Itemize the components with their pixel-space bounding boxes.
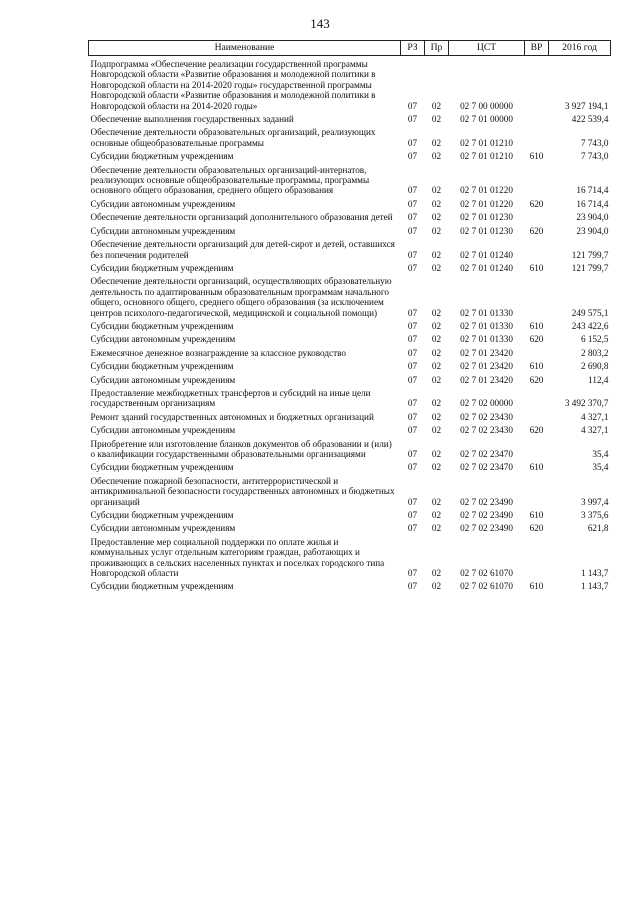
row-cst: 02 7 01 01230 [460,212,513,223]
row-vr [525,345,549,358]
row-rz: 07 [407,249,418,260]
row-rz: 07 [407,425,418,436]
row-cst: 02 7 01 01210 [460,151,513,162]
row-name: Субсидии бюджетным учреждениям [90,151,234,162]
row-rz: 07 [407,398,418,409]
row-pr: 02 [431,361,442,372]
row-vr: 620 [529,198,544,209]
table-row [89,422,611,435]
row-vr [525,436,549,460]
row-pr: 02 [431,249,442,260]
row-pr: 02 [431,411,442,422]
row-name: Приобретение или изготовление бланков документов об образовании и (или) о квалификации государственными образовательными организациями [90,438,392,459]
row-amount: 249 575,1 [571,307,609,318]
row-name: Субсидии автономным учреждениям [90,374,236,385]
table-row [89,372,611,385]
row-amount: 35,4 [592,462,609,473]
row-amount: 6 152,5 [580,334,609,345]
row-cst: 02 7 02 23430 [460,411,513,422]
row-rz: 07 [407,185,418,196]
row-vr: 620 [529,425,544,436]
row-name: Обеспечение деятельности организаций, осуществляющих образовательную деятельность по адаптированным образовательным программам начального общего, основного общего, среднего общего образования (за исключением центров психолого-педагогической, медицинской и социальной помощи) [90,276,392,318]
row-pr: 02 [431,114,442,125]
row-amount: 121 799,7 [571,249,609,260]
row-amount: 1 143,7 [580,568,609,579]
header-pr: Пр [425,41,449,56]
row-pr: 02 [431,212,442,223]
row-rz: 07 [407,568,418,579]
row-cst: 02 7 01 01330 [460,320,513,331]
row-vr: 620 [529,334,544,345]
table-row [89,578,611,591]
row-name: Субсидии бюджетным учреждениям [90,320,234,331]
table-row [89,436,611,460]
row-amount: 16 714,4 [576,198,609,209]
row-rz: 07 [407,581,418,592]
row-rz: 07 [407,137,418,148]
table-row [89,409,611,422]
table-row [89,385,611,409]
row-vr: 610 [529,510,544,521]
row-cst: 02 7 02 61070 [460,568,513,579]
row-pr: 02 [431,320,442,331]
row-vr [525,124,549,148]
row-vr: 620 [529,523,544,534]
table-row [89,534,611,579]
row-cst: 02 7 02 23430 [460,425,513,436]
row-name: Ремонт зданий государственных автономных и бюджетных организаций [90,411,374,422]
row-pr: 02 [431,185,442,196]
row-vr: 610 [529,462,544,473]
table-row [89,331,611,344]
table-row [89,459,611,472]
row-rz: 07 [407,320,418,331]
row-cst: 02 7 01 23420 [460,374,513,385]
row-rz: 07 [407,307,418,318]
row-pr: 02 [431,100,442,111]
row-vr: 610 [529,151,544,162]
row-pr: 02 [431,425,442,436]
row-rz: 07 [407,262,418,273]
row-name: Субсидии автономным учреждениям [90,425,236,436]
row-cst: 02 7 02 61070 [460,581,513,592]
row-pr: 02 [431,398,442,409]
row-vr [525,236,549,260]
row-rz: 07 [407,198,418,209]
row-vr [525,162,549,196]
row-cst: 02 7 01 01330 [460,334,513,345]
row-cst: 02 7 02 23490 [460,496,513,507]
table-row [89,111,611,124]
row-vr: 620 [529,374,544,385]
row-amount: 621,8 [587,523,609,534]
table-row [89,124,611,148]
row-vr: 610 [529,320,544,331]
row-rz: 07 [407,212,418,223]
table-row [89,56,611,112]
row-vr [525,273,549,318]
row-amount: 7 743,0 [580,137,609,148]
table-header-row [89,41,611,56]
row-cst: 02 7 01 01220 [460,185,513,196]
row-amount: 3 927 194,1 [564,100,609,111]
row-vr: 610 [529,361,544,372]
row-pr: 02 [431,334,442,345]
row-cst: 02 7 01 01330 [460,307,513,318]
row-amount: 2 690,8 [580,361,609,372]
row-name: Субсидии бюджетным учреждениям [90,581,234,592]
row-rz: 07 [407,510,418,521]
row-vr: 620 [529,225,544,236]
table-body [89,56,611,592]
row-amount: 3 492 370,7 [564,398,609,409]
table-row [89,162,611,196]
row-name: Субсидии бюджетным учреждениям [90,510,234,521]
table-row [89,196,611,209]
row-amount: 243 422,6 [571,320,609,331]
row-rz: 07 [407,100,418,111]
table-row [89,520,611,533]
header-year: 2016 год [549,41,611,56]
row-pr: 02 [431,137,442,148]
row-pr: 02 [431,510,442,521]
row-name: Субсидии автономным учреждениям [90,523,236,534]
row-name: Субсидии бюджетным учреждениям [90,462,234,473]
row-rz: 07 [407,374,418,385]
row-cst: 02 7 01 01210 [460,137,513,148]
row-vr [525,56,549,112]
row-amount: 4 327,1 [580,425,609,436]
row-cst: 02 7 02 23490 [460,523,513,534]
row-pr: 02 [431,523,442,534]
row-cst: 02 7 02 23470 [460,462,513,473]
row-amount: 3 997,4 [580,496,609,507]
row-vr [525,409,549,422]
row-name: Субсидии бюджетным учреждениям [90,262,234,273]
row-amount: 7 743,0 [580,151,609,162]
row-amount: 121 799,7 [571,262,609,273]
row-cst: 02 7 02 00000 [460,398,513,409]
row-name: Обеспечение выполнения государственных заданий [90,114,294,125]
table-row [89,318,611,331]
row-amount: 2 803,2 [580,347,609,358]
row-pr: 02 [431,496,442,507]
row-amount: 16 714,4 [576,185,609,196]
row-rz: 07 [407,225,418,236]
budget-table [88,40,611,592]
row-rz: 07 [407,523,418,534]
row-rz: 07 [407,347,418,358]
row-amount: 422 539,4 [571,114,609,125]
row-vr: 610 [529,262,544,273]
row-name: Предоставление мер социальной поддержки по оплате жилья и коммунальных услуг отдельным категориям граждан, работающих и проживающих в сельских населенных пунктах и поселках городского типа Новгородской области [90,536,385,579]
row-name: Обеспечение деятельности образовательных организаций, реализующих основные общеобразовательные программы [90,127,376,148]
row-pr: 02 [431,347,442,358]
row-cst: 02 7 01 01230 [460,225,513,236]
row-name: Обеспечение деятельности организаций для детей-сирот и детей, оставшихся без попечения родителей [90,239,395,260]
row-rz: 07 [407,361,418,372]
row-name: Субсидии автономным учреждениям [90,225,236,236]
row-amount: 35,4 [592,449,609,459]
row-amount: 3 375,6 [580,510,609,521]
row-cst: 02 7 02 23470 [460,449,513,459]
row-pr: 02 [431,581,442,592]
row-vr [525,111,549,124]
row-rz: 07 [407,496,418,507]
table-row [89,358,611,371]
row-cst: 02 7 01 01220 [460,198,513,209]
row-pr: 02 [431,449,442,459]
table-row [89,345,611,358]
table-row [89,507,611,520]
row-vr [525,209,549,222]
row-rz: 07 [407,114,418,125]
row-name: Подпрограмма «Обеспечение реализации государственной программы Новгородской области «Развитие образования и молодежной политики в Новгородской области на 2014-2020 годы» государственной программы Новгородской области «Развитие образования и молодежной политики в Новгородской области на 2014-2020 годы» [90,59,376,111]
row-name: Субсидии автономным учреждениям [90,198,236,209]
row-rz: 07 [407,151,418,162]
row-rz: 07 [407,462,418,473]
row-amount: 112,4 [588,374,609,385]
row-cst: 02 7 01 00000 [460,114,513,125]
row-vr [525,473,549,507]
row-pr: 02 [431,462,442,473]
row-pr: 02 [431,307,442,318]
row-name: Обеспечение деятельности образовательных организаций-интернатов, реализующих основные общеобразовательные программы, программы основного общего образования, среднего общего образования [90,164,370,196]
row-pr: 02 [431,262,442,273]
row-pr: 02 [431,374,442,385]
table-row [89,273,611,318]
row-vr [525,534,549,579]
row-name: Субсидии бюджетным учреждениям [90,361,234,372]
page-number: 143 [310,16,330,31]
row-cst: 02 7 01 01240 [460,262,513,273]
row-rz: 07 [407,449,418,459]
row-name: Обеспечение деятельности организаций дополнительного образования детей [90,212,393,223]
row-cst: 02 7 00 00000 [460,100,513,111]
row-cst: 02 7 01 23420 [460,347,513,358]
row-amount: 23 904,0 [576,225,609,236]
row-pr: 02 [431,225,442,236]
row-name: Обеспечение пожарной безопасности, антитеррористической и антикриминальной безопасности государственных автономных и бюджетных организаций [90,475,395,507]
table-row [89,223,611,236]
row-amount: 23 904,0 [576,212,609,223]
row-amount: 1 143,7 [580,581,609,592]
table-row [89,236,611,260]
header-vr: ВР [525,41,549,56]
row-rz: 07 [407,334,418,345]
row-pr: 02 [431,568,442,579]
row-name: Ежемесячное денежное вознаграждение за классное руководство [90,347,346,358]
row-name: Предоставление межбюджетных трансфертов и субсидий на иные цели государственным организациям [90,387,371,409]
row-amount: 4 327,1 [580,411,609,422]
header-name: Наименование [89,41,401,56]
row-vr: 610 [529,581,544,592]
header-rz: РЗ [401,41,425,56]
row-cst: 02 7 01 23420 [460,361,513,372]
table-row [89,209,611,222]
table-row [89,473,611,507]
row-pr: 02 [431,198,442,209]
table-row [89,148,611,161]
row-pr: 02 [431,151,442,162]
table-row [89,260,611,273]
row-vr [525,385,549,409]
row-rz: 07 [407,411,418,422]
row-cst: 02 7 02 23490 [460,510,513,521]
header-cst: ЦСТ [449,41,525,56]
row-cst: 02 7 01 01240 [460,249,513,260]
row-name: Субсидии автономным учреждениям [90,334,236,345]
